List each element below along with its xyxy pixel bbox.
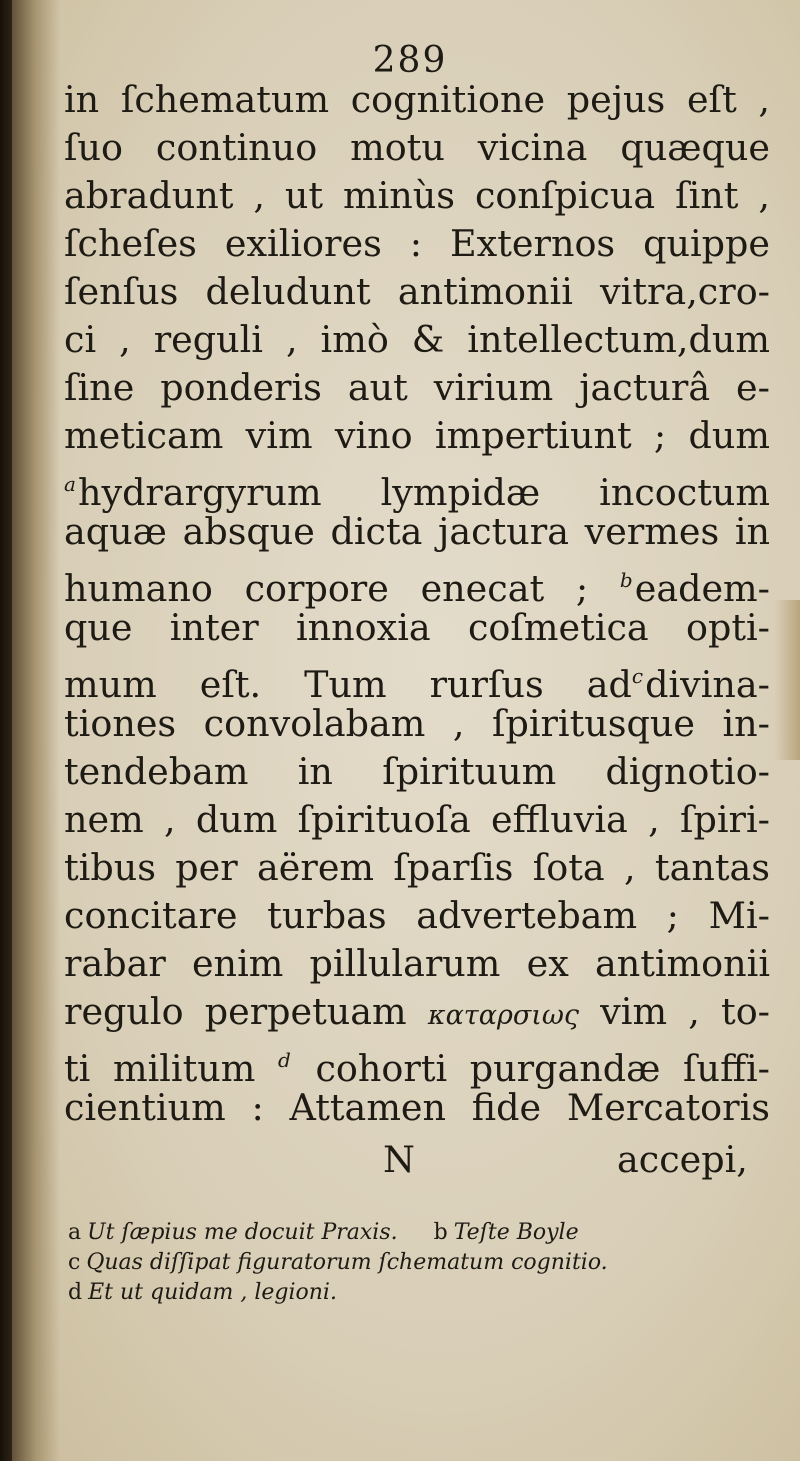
signature-mark: N	[383, 1138, 415, 1181]
text-line: mum eſt. Tum rurſus ad$^c$divina-	[64, 663, 770, 706]
text-line: tibus per aërem ſparſis ſota , tantas	[64, 846, 770, 889]
page-number: 289	[372, 40, 448, 81]
text-line: ſuo continuo motu vicina quæque	[64, 126, 770, 169]
footnote-mark-c: c	[68, 1250, 81, 1275]
footnote-d	[68, 1278, 768, 1308]
footnote-ref-d[interactable]: d	[278, 1048, 291, 1072]
text-line: tiones convolabam , ſpiritusque in-	[64, 702, 770, 745]
text-line: ſine ponderis aut virium jacturâ e-	[64, 366, 770, 409]
paper-stain	[774, 600, 800, 760]
text-line: ci , reguli , imò & intellectum,dum	[64, 318, 770, 361]
footnote-mark-b: b	[433, 1220, 448, 1245]
greek-word: καταρσιως	[427, 1000, 579, 1031]
text-line: concitare turbas advertebam ; Mi-	[64, 894, 770, 937]
text-line: ſcheſes exiliores : Externos quippe	[64, 222, 770, 265]
footnote-ref-b[interactable]: b	[619, 568, 633, 592]
binding-edge	[0, 0, 12, 1461]
text-line: in ſchematum cognitione pejus eſt ,	[64, 78, 770, 121]
text-line: regulo perpetuam καταρσιως vim , to-	[64, 990, 771, 1033]
footnote-d-text: Et ut quidam , legioni.	[88, 1280, 337, 1305]
footnotes	[68, 1218, 768, 1308]
signature-row	[0, 1140, 800, 1180]
footnote-c	[68, 1248, 768, 1278]
footnote-ref-c[interactable]: c	[631, 664, 644, 688]
text-line: ſenſus deludunt antimonii vitra,cro-	[64, 270, 770, 313]
text-line: $^a$hydrargyrum lympidæ incoctum	[64, 471, 770, 514]
footnote-ref-a[interactable]: a	[64, 472, 76, 496]
text-line: cientium : Attamen fide Mercatoris	[64, 1086, 770, 1129]
text-line: nem , dum ſpirituoſa effluvia , ſpiri-	[64, 798, 770, 841]
footnote-b-text: Teſte Boyle	[453, 1220, 579, 1245]
text-line: aquæ absque dicta jactura vermes in	[64, 510, 770, 553]
footnote-a-text: Ut ſæpius me docuit Praxis.	[87, 1220, 398, 1245]
footnote-mark-a: a	[68, 1220, 82, 1245]
text-line: que inter innoxia coſmetica opti-	[64, 606, 770, 649]
catchword: accepi,	[617, 1138, 748, 1181]
text-line: abradunt , ut minùs conſpicua ſint ,	[64, 174, 770, 217]
text-line: meticam vim vino impertiunt ; dum	[64, 414, 770, 457]
footnote-a-b	[68, 1218, 768, 1248]
text-line: rabar enim pillularum ex antimonii	[64, 942, 770, 985]
footnote-c-text: Quas diſſipat figuratorum ſchematum cognitio.	[86, 1250, 608, 1275]
text-line: ti militum $^d$ cohorti purgandæ ſuffi-	[64, 1047, 771, 1090]
footnote-mark-d: d	[68, 1280, 83, 1305]
text-line: tendebam in ſpirituum dignotio-	[64, 750, 770, 793]
text-line: humano corpore enecat ; $^b$eadem-	[64, 567, 770, 610]
